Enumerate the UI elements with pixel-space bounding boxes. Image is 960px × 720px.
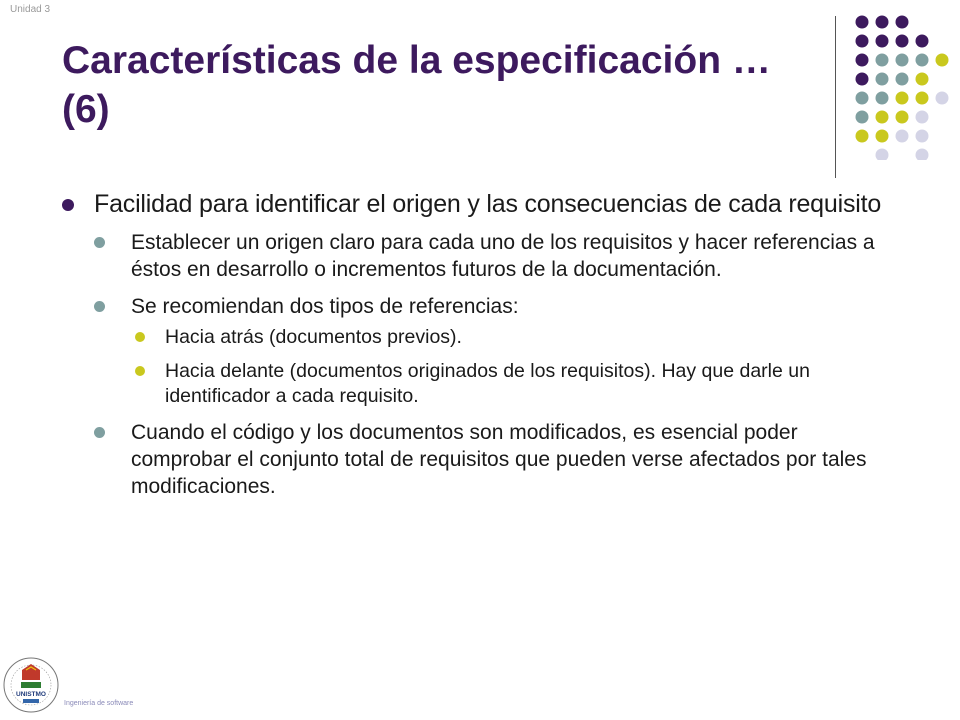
main-bullet-item bbox=[62, 189, 892, 220]
dot bbox=[876, 130, 889, 143]
dot bbox=[916, 111, 929, 124]
dot bbox=[896, 92, 909, 105]
unit-label: Unidad 3 bbox=[10, 4, 51, 15]
logo-wordmark: UNISTMO bbox=[16, 691, 46, 698]
reference-type-list bbox=[131, 325, 892, 409]
bullet-icon bbox=[135, 332, 145, 342]
dot bbox=[856, 130, 869, 143]
dot bbox=[936, 54, 949, 67]
dot bbox=[856, 54, 869, 67]
dot bbox=[876, 16, 889, 29]
slide-content bbox=[62, 189, 892, 510]
subpoint-item bbox=[94, 419, 892, 500]
reference-type-text: Hacia delante (documentos originados de los requisitos). Hay que darle un identificador a cada requisito. bbox=[165, 360, 810, 407]
decorative-dot-grid bbox=[845, 10, 955, 160]
reference-type-text: Hacia atrás (documentos previos). bbox=[165, 326, 462, 348]
dot bbox=[856, 73, 869, 86]
dot bbox=[896, 35, 909, 48]
dot bbox=[896, 16, 909, 29]
vertical-divider bbox=[835, 16, 836, 178]
bullet-icon bbox=[94, 301, 105, 312]
dot bbox=[876, 111, 889, 124]
dot bbox=[876, 149, 889, 161]
dot bbox=[916, 130, 929, 143]
subpoint-text: Se recomiendan dos tipos de referencias: bbox=[131, 295, 519, 318]
bullet-icon bbox=[62, 199, 74, 211]
dot bbox=[876, 92, 889, 105]
dot bbox=[916, 92, 929, 105]
dot bbox=[916, 54, 929, 67]
bullet-icon bbox=[94, 427, 105, 438]
dot bbox=[856, 92, 869, 105]
university-seal-logo bbox=[2, 652, 60, 718]
dot bbox=[916, 35, 929, 48]
dot bbox=[936, 92, 949, 105]
bullet-icon bbox=[94, 237, 105, 248]
dot bbox=[856, 111, 869, 124]
subpoint-text: Establecer un origen claro para cada uno de los requisitos y hacer referencias a éstos en desarrollo o incrementos futuros de la documentación. bbox=[131, 231, 875, 281]
subpoint-item bbox=[94, 229, 892, 283]
subpoint-text: Cuando el código y los documentos son modificados, es esencial poder comprobar el conjunto total de requisitos que pueden verse afectados por tales modificaciones. bbox=[131, 421, 867, 498]
dot bbox=[876, 73, 889, 86]
dot bbox=[916, 149, 929, 161]
dot bbox=[876, 54, 889, 67]
dot bbox=[876, 35, 889, 48]
main-bullet-text: Facilidad para identificar el origen y las consecuencias de cada requisito bbox=[94, 190, 882, 218]
dot bbox=[896, 54, 909, 67]
footer-course-name: Ingeniería de software bbox=[64, 700, 134, 707]
bullet-icon bbox=[135, 366, 145, 376]
slide-title: Características de la especificación … (6) bbox=[62, 39, 771, 131]
dot bbox=[856, 35, 869, 48]
dot bbox=[896, 73, 909, 86]
subpoint-list bbox=[62, 229, 892, 500]
dot bbox=[896, 130, 909, 143]
dot bbox=[916, 73, 929, 86]
subpoint-item bbox=[94, 293, 892, 409]
dot bbox=[896, 111, 909, 124]
dot bbox=[856, 16, 869, 29]
reference-type-item bbox=[131, 325, 892, 350]
reference-type-item bbox=[131, 359, 892, 409]
